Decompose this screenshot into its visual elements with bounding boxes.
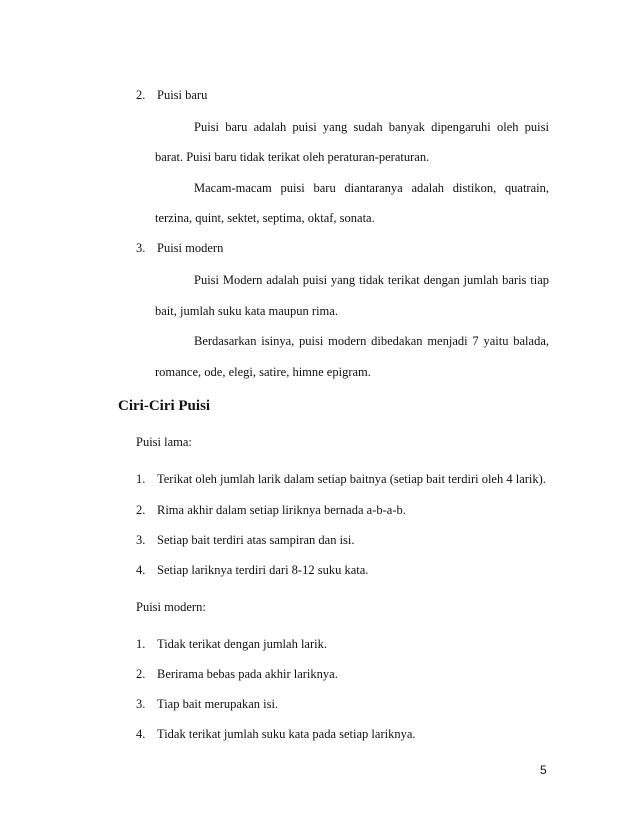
list-number: 3. <box>136 241 146 255</box>
paragraph-line: terzina, quint, sektet, septima, oktaf, sonata. <box>155 211 375 225</box>
list-number: 1. <box>136 472 146 486</box>
list-number: 2. <box>136 503 146 517</box>
list-item: Berirama bebas pada akhir lariknya. <box>157 667 338 681</box>
paragraph-line: barat. Puisi baru tidak terikat oleh peraturan-peraturan. <box>155 150 430 164</box>
list-number: 4. <box>136 563 146 577</box>
list-item: Terikat oleh jumlah larik dalam setiap baitnya (setiap bait terdiri oleh 4 larik). <box>157 472 546 486</box>
list-item: Setiap bait terdiri atas sampiran dan isi. <box>157 533 355 547</box>
list-item: Tiap bait merupakan isi. <box>157 697 279 711</box>
list-number: 3. <box>136 697 146 711</box>
paragraph-line: Berdasarkan isinya, puisi modern dibedakan menjadi 7 yaitu balada, <box>194 334 549 348</box>
section-title-puisi-modern: Puisi modern <box>157 241 224 255</box>
list-number: 2. <box>136 667 146 681</box>
section-title-puisi-baru: Puisi baru <box>157 88 208 102</box>
list-number: 1. <box>136 637 146 651</box>
sublist-label-modern: Puisi modern: <box>136 600 206 614</box>
sublist-label-lama: Puisi lama: <box>136 435 192 449</box>
paragraph-line: Puisi baru adalah puisi yang sudah banyak dipengaruhi oleh puisi <box>194 120 549 134</box>
list-number: 2. <box>136 88 146 102</box>
list-item: Tidak terikat dengan jumlah larik. <box>157 637 327 651</box>
list-item: Rima akhir dalam setiap liriknya bernada a-b-a-b. <box>157 503 406 517</box>
list-number: 4. <box>136 727 146 741</box>
paragraph-line: bait, jumlah suku kata maupun rima. <box>155 304 338 318</box>
paragraph-line: Macam-macam puisi baru diantaranya adalah distikon, quatrain, <box>194 181 549 195</box>
paragraph-line: Puisi Modern adalah puisi yang tidak terikat dengan jumlah baris tiap <box>194 273 549 287</box>
page-number: 5 <box>540 763 547 777</box>
list-item: Setiap lariknya terdiri dari 8-12 suku kata. <box>157 563 369 577</box>
list-number: 3. <box>136 533 146 547</box>
paragraph-line: romance, ode, elegi, satire, himne epigram. <box>155 365 371 379</box>
list-item: Tidak terikat jumlah suku kata pada setiap lariknya. <box>157 727 416 741</box>
section-heading: Ciri-Ciri Puisi <box>118 398 211 414</box>
